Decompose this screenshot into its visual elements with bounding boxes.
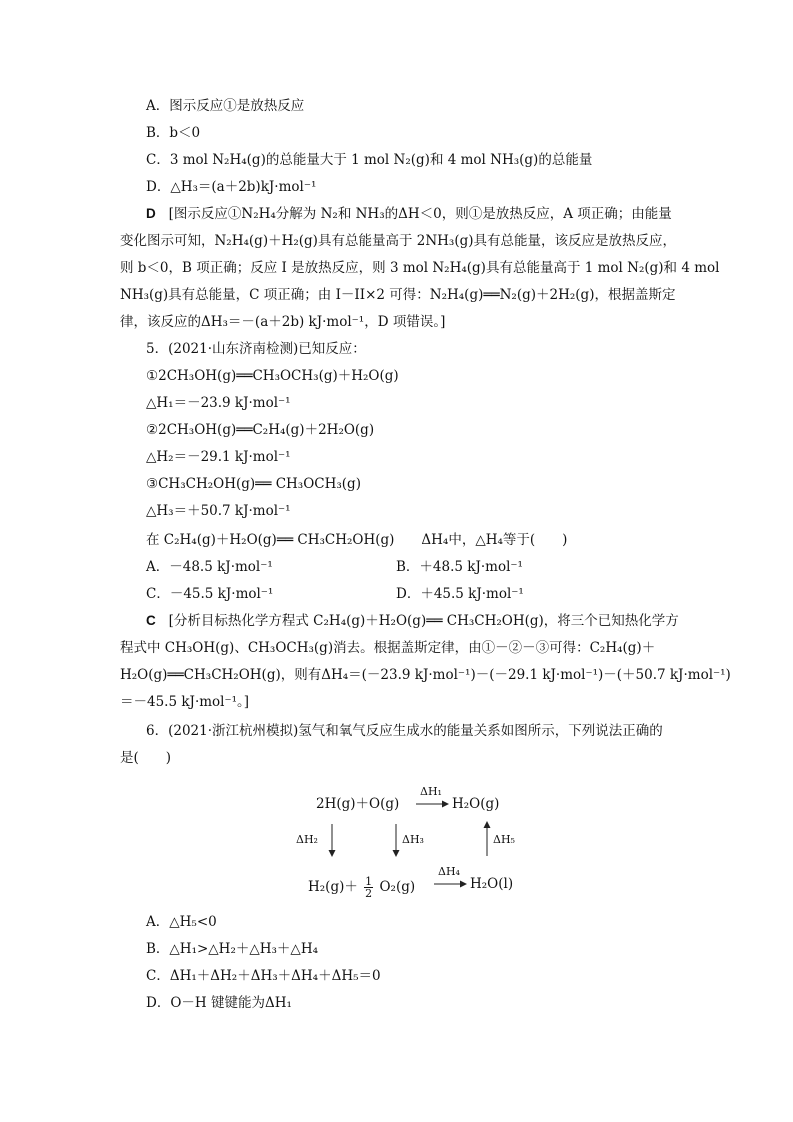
label-dh4: ΔH₄: [438, 865, 460, 878]
q5-reaction-2: ②2CH₃OH(g)══C₂H₄(g)＋2H₂O(g): [146, 422, 375, 438]
q6-option-c: C．ΔH₁＋ΔH₂＋ΔH₃＋ΔH₄＋ΔH₅＝0: [146, 968, 381, 984]
q5-question: 在 C₂H₄(g)＋H₂O(g)══ CH₃CH₂OH(g) ΔH₄中，△H₄等于( ): [146, 532, 568, 548]
q5-dh1: △H₁＝－23.9 kJ·mol⁻¹: [146, 395, 291, 411]
q5-option-c: C．－45.5 kJ·mol⁻¹: [146, 586, 274, 602]
q5-analysis-line-2: 程式中 CH₃OH(g)、CH₃OCH₃(g)消去。根据盖斯定律，由①－②－③可得：C₂H₄(g)＋: [120, 640, 656, 656]
q4-analysis-line-1: D [图示反应①N₂H₄分解为 N₂和 NH₃的ΔH＜0，则①是放热反应，A 项正确；由能量: [146, 206, 672, 222]
q4-option-a: A．图示反应①是放热反应: [146, 98, 305, 114]
q5-answer-key: C: [146, 613, 156, 628]
q4-answer-key: D: [146, 206, 156, 221]
q6-option-a: A．△H₅<0: [146, 914, 217, 930]
q4-analysis-line-2: 变化图示可知，N₂H₄(g)＋H₂(g)具有总能量高于 2NH₃(g)具有总能量，该反应是放热反应，: [120, 233, 676, 249]
q4-analysis-line-4: NH₃(g)具有总能量，C 项正确；由 I－II×2 可得：N₂H₄(g)══N₂(g)＋2H₂(g)，根据盖斯定: [120, 287, 676, 303]
label-dh1: ΔH₁: [420, 785, 442, 798]
q6-stem-line-2: 是( ): [120, 750, 172, 766]
q5-analysis-line-3: H₂O(g)══CH₃CH₂OH(g)，则有ΔH₄＝(－23.9 kJ·mol⁻¹)－(－29.1 kJ·mol⁻¹)－(＋50.7 kJ·mol⁻¹): [120, 667, 731, 683]
diagram-bottom-left: H₂(g)＋ $\frac{1}{2}$ O₂(g): [308, 875, 416, 900]
q5-option-a: A．－48.5 kJ·mol⁻¹: [146, 559, 273, 575]
q5-dh2: △H₂＝－29.1 kJ·mol⁻¹: [146, 449, 291, 465]
q5-stem: 5．(2021·山东济南检测)已知反应：: [146, 341, 366, 357]
fraction-one-half: $\frac{1}{2}$: [365, 875, 373, 900]
q6-option-d: D．O－H 键键能为ΔH₁: [146, 995, 292, 1011]
label-dh2: ΔH₂: [296, 833, 318, 846]
q5-reaction-1: ①2CH₃OH(g)══CH₃OCH₃(g)＋H₂O(g): [146, 368, 399, 384]
q5-dh3: △H₃＝＋50.7 kJ·mol⁻¹: [146, 503, 291, 519]
q6-option-b: B．△H₁>△H₂＋△H₃＋△H₄: [146, 941, 318, 957]
q6-stem-line-1: 6．(2021·浙江杭州模拟)氢气和氧气反应生成水的能量关系如图所示，下列说法正确的: [146, 723, 663, 739]
q5-reaction-3: ③CH₃CH₂OH(g)══ CH₃OCH₃(g): [146, 476, 361, 492]
q5-analysis-line-1: C [分析目标热化学方程式 C₂H₄(g)＋H₂O(g)══ CH₃CH₂OH(g)，将三个已知热化学方: [146, 613, 679, 629]
label-dh5: ΔH₅: [493, 833, 515, 846]
q4-analysis-line-5: 律，该反应的ΔH₃＝－(a＋2b) kJ·mol⁻¹，D 项错误。]: [120, 314, 446, 330]
q4-analysis-line-3: 则 b＜0，B 项正确；反应 I 是放热反应，则 3 mol N₂H₄(g)具有总能量高于 1 mol N₂(g)和 4 mol: [120, 260, 720, 276]
diagram-top-left: 2H(g)＋O(g): [316, 796, 400, 812]
diagram-bottom-right: H₂O(l): [470, 876, 514, 892]
q5-option-d: D．＋45.5 kJ·mol⁻¹: [396, 586, 524, 602]
label-dh3: ΔH₃: [402, 833, 424, 846]
energy-diagram: [290, 786, 530, 906]
diagram-top-right: H₂O(g): [452, 796, 500, 812]
q4-option-c: C．3 mol N₂H₄(g)的总能量大于 1 mol N₂(g)和 4 mol NH₃(g)的总能量: [146, 152, 593, 168]
q5-analysis-line-4: ＝－45.5 kJ·mol⁻¹。]: [120, 694, 250, 710]
q5-option-b: B．＋48.5 kJ·mol⁻¹: [396, 559, 523, 575]
q4-option-d: D．△H₃＝(a＋2b)kJ·mol⁻¹: [146, 179, 317, 195]
q4-option-b: B．b＜0: [146, 125, 201, 141]
